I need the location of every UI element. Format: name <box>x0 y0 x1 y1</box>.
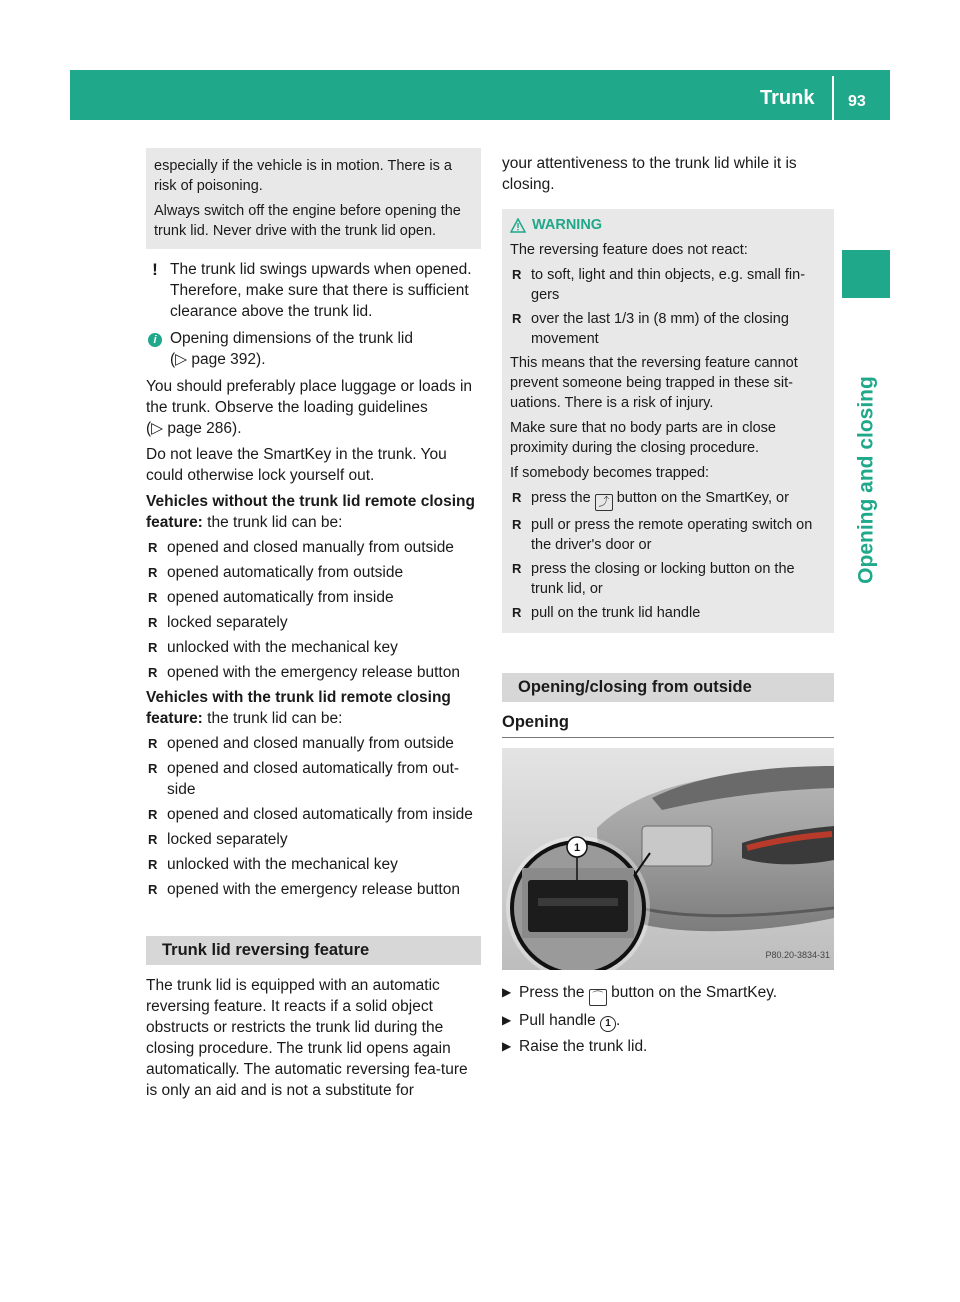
list-item: R opened with the emergency release button <box>148 881 460 898</box>
page-reference[interactable]: (▷ page 286). <box>146 420 242 437</box>
info-text: Opening dimensions of the trunk lid <box>170 330 413 347</box>
remote-list <box>146 733 481 900</box>
reversing-heading: Trunk lid reversing feature <box>146 936 481 965</box>
header-divider <box>832 76 834 120</box>
car-rear-illustration <box>502 748 834 970</box>
opening-steps <box>502 982 834 1057</box>
list-item: R unlocked with the mechanical key <box>148 639 398 656</box>
list-item: R opened and closed manually from outside <box>148 539 454 556</box>
warning-para: Make sure that no body parts are in close proximity during the closing procedure. <box>510 420 776 456</box>
warning-triangle-icon <box>510 218 526 233</box>
list-item: R pull on the trunk lid handle <box>512 605 701 621</box>
warning-title: WARNING <box>532 217 603 233</box>
list-item: R press the ⤴ button on the SmartKey, or <box>510 488 826 511</box>
no-remote-label: Vehicles without the trunk lid remote closing feature: <box>146 493 475 531</box>
list-item: R locked separately <box>148 831 288 848</box>
warning-para: This means that the reversing feature cannot prevent someone being trapped in these sit-uations. There is a risk of injury. <box>510 355 798 411</box>
warning-list <box>510 265 826 349</box>
warning-heading <box>510 215 826 235</box>
opening-closing-heading: Opening/closing from outside <box>502 673 834 702</box>
trunk-photo <box>502 748 834 970</box>
unlock-key-icon: ⌒ <box>589 989 607 1006</box>
info-icon: i <box>148 333 162 347</box>
warning-box <box>502 209 834 633</box>
list-item: R opened and closed automatically from out-side <box>148 760 460 798</box>
list-item: R opened automatically from inside <box>148 589 394 606</box>
page-number: 93 <box>848 93 866 110</box>
box-line: Always switch off the engine before opening the trunk lid. Never drive with the trunk lid open. <box>154 203 461 239</box>
luggage-text: You should preferably place luggage or loads in the trunk. Observe the loading guidelines <box>146 378 473 416</box>
caution-note <box>146 259 481 322</box>
info-note <box>146 328 481 370</box>
list-item: R opened automatically from outside <box>148 564 404 581</box>
no-remote-rest: the trunk lid can be: <box>202 514 343 531</box>
left-column <box>146 148 481 1106</box>
trapped-list <box>510 488 826 623</box>
opening-subheading: Opening <box>502 712 834 738</box>
trunk-key-icon: ⤴ <box>595 494 613 511</box>
list-item: R press the closing or locking button on the trunk lid, or <box>512 561 795 597</box>
list-item: R opened with the emergency release button <box>148 664 460 681</box>
list-item: R pull or press the remote operating switch on the driver's door or <box>512 517 813 553</box>
photo-callout: 1 <box>573 842 581 854</box>
no-remote-list <box>146 537 481 683</box>
remote-label: Vehicles with the trunk lid remote closing feature: <box>146 689 451 727</box>
caution-text: The trunk lid swings upwards when opened. Therefore, make sure that there is sufficient clearance above the trunk lid. <box>170 261 472 320</box>
remote-rest: the trunk lid can be: <box>202 710 343 727</box>
warning-para: If somebody becomes trapped: <box>510 465 710 481</box>
luggage-paragraph <box>146 376 481 439</box>
step-item: ▶ Press the ⌒ button on the SmartKey. <box>502 982 834 1006</box>
list-item: R opened and closed automatically from inside <box>148 806 473 823</box>
step-item: ▶ Pull handle 1 . <box>502 1010 834 1032</box>
remote-intro <box>146 687 481 729</box>
list-item: R over the last 1/3 in (8 mm) of the closing movement <box>512 311 789 347</box>
warning-intro: The reversing feature does not react: <box>510 242 748 258</box>
section-title: Trunk <box>760 87 815 109</box>
page-reference[interactable]: (▷ page 392). <box>170 351 266 368</box>
warning-continuation-box <box>146 148 481 249</box>
smartkey-paragraph: Do not leave the SmartKey in the trunk. You could otherwise lock yourself out. <box>146 446 447 484</box>
list-item: R to soft, light and thin objects, e.g. small fin-gers <box>512 267 806 303</box>
list-item: R unlocked with the mechanical key <box>148 856 398 873</box>
exclamation-icon: ! <box>152 260 158 279</box>
continuation-paragraph: your attentiveness to the trunk lid while it is closing. <box>502 155 797 193</box>
photo-code: P80.20-3834-31 <box>765 950 830 960</box>
list-item: R locked separately <box>148 614 288 631</box>
right-column <box>502 153 834 1061</box>
list-item: R opened and closed manually from outside <box>148 735 454 752</box>
reversing-paragraph: The trunk lid is equipped with an automatic reversing feature. It reacts if a solid object obstructs or restricts the trunk lid during the closing procedure. The trunk lid opens again automatically. The automatic reversing fea-ture is only an aid and is not a substitute for <box>146 977 468 1099</box>
no-remote-intro <box>146 491 481 533</box>
chapter-label: Opening and closing <box>854 376 878 584</box>
box-line: especially if the vehicle is in motion. There is a risk of poisoning. <box>154 158 452 194</box>
step-item: ▶ Raise the trunk lid. <box>502 1038 648 1055</box>
side-tab-marker <box>842 250 890 298</box>
callout-1-icon: 1 <box>600 1016 616 1032</box>
